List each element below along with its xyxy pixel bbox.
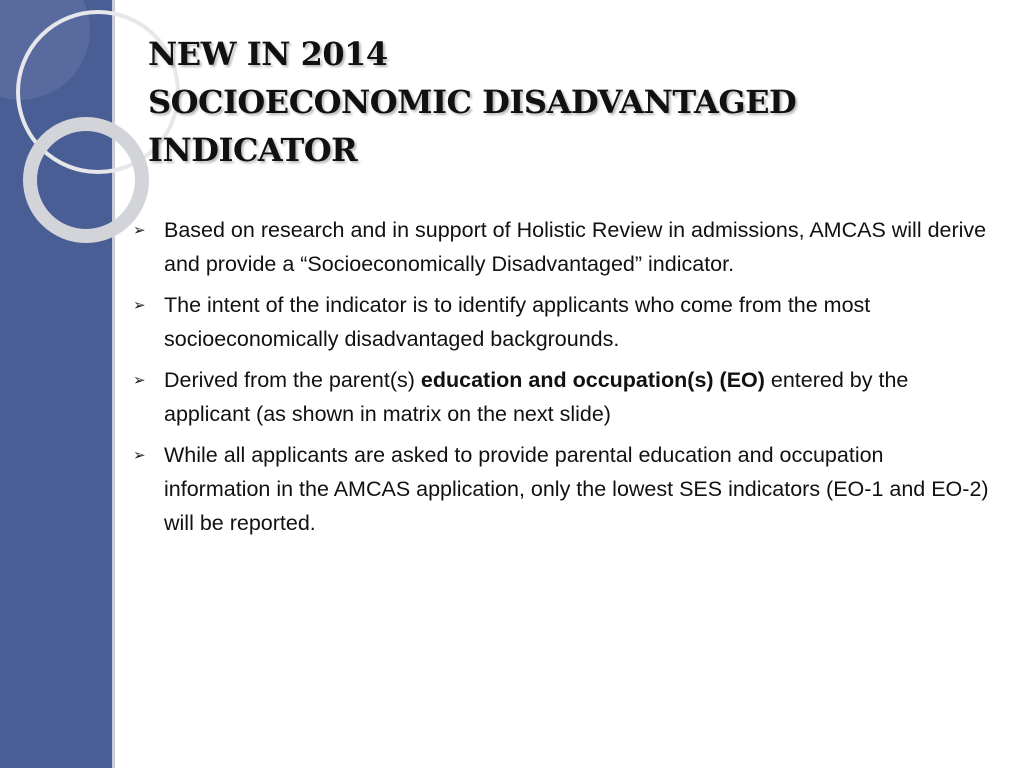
bullet-list (133, 213, 993, 547)
bullet-text-bold: education and occupation(s) (EO) (420, 368, 765, 392)
bullet-text-pre: Derived from the parent(s) (164, 368, 421, 392)
bullet-item (133, 438, 993, 540)
bullet-item (133, 288, 993, 356)
small-ring-shape (30, 124, 142, 236)
title-line-3: INDICATOR (148, 131, 358, 169)
arrow-bullet-icon: ➢ (133, 297, 146, 314)
bullet-item (133, 213, 993, 281)
arrow-bullet-icon: ➢ (133, 447, 146, 464)
title-line-2: SOCIOECONOMIC DISADVANTAGED (148, 83, 797, 121)
bullet-text-post: entered by the applicant (as shown in matrix on the next slide) (164, 368, 909, 426)
bullet-text: Based on research and in support of Holistic Review in admissions, AMCAS will derive and provide a “Socioeconomically Disadvantaged” indicator. (164, 218, 987, 276)
bullet-item (133, 363, 993, 431)
title-line-1: NEW IN 2014 (148, 35, 388, 73)
arrow-bullet-icon: ➢ (133, 372, 146, 389)
arrow-bullet-icon: ➢ (133, 222, 146, 239)
bullet-text: The intent of the indicator is to identify applicants who come from the most socioeconomically disadvantaged backgrounds. (164, 293, 871, 351)
bullet-text: While all applicants are asked to provide parental education and occupation information in the AMCAS application, only the lowest SES indicators (EO-1 and EO-2) will be reported. (164, 443, 989, 535)
slide-title (148, 30, 796, 174)
